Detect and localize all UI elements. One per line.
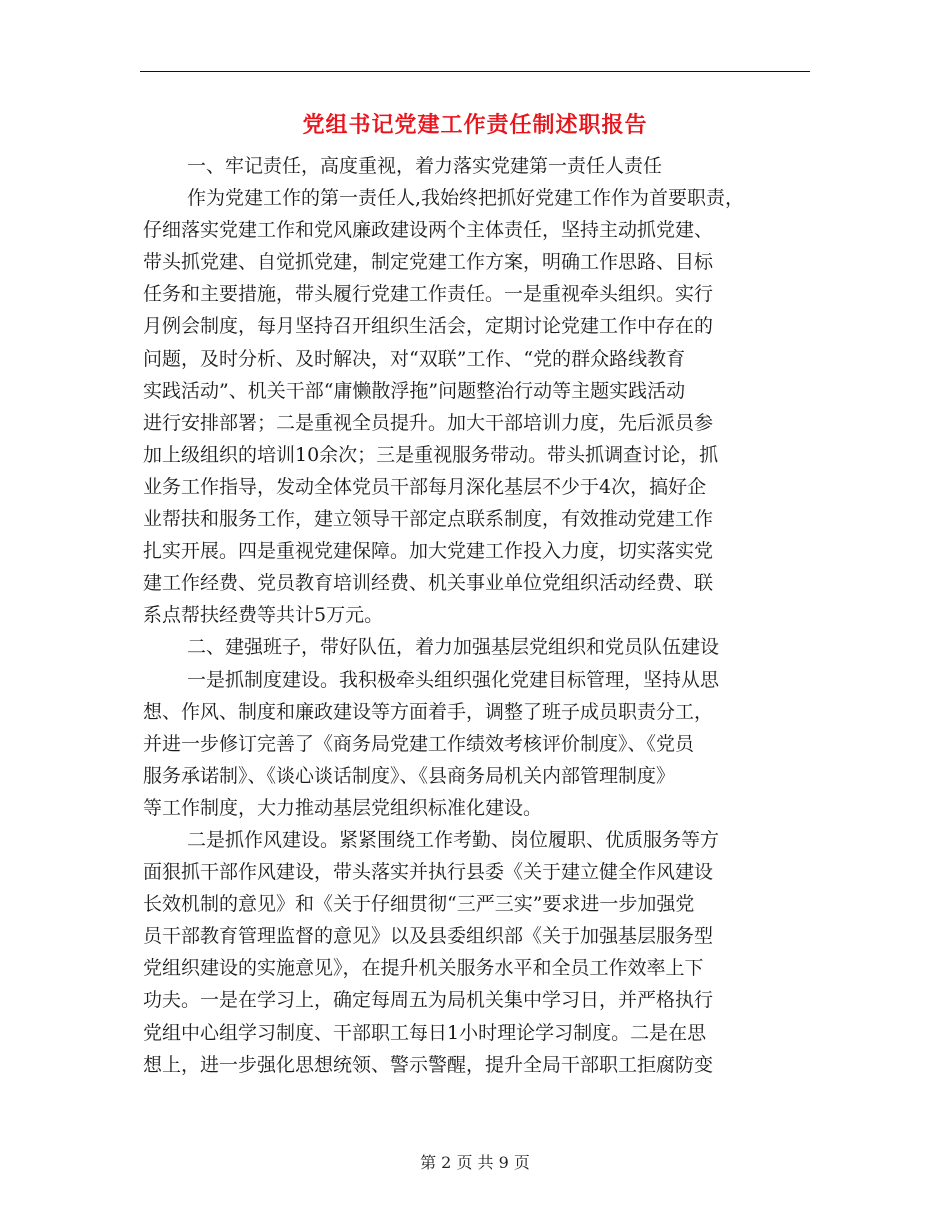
document-title: 党组书记党建工作责任制述职报告 [302,112,648,138]
paragraph-line: 业务工作指导，发动全体党员干部每月深化基层不少于4次，搞好企 [143,475,707,498]
paragraph-line: 月例会制度，每月坚持召开组织生活会，定期讨论党建工作中存在的 [143,315,714,338]
paragraph-line: 业帮扶和服务工作，建立领导干部定点联系制度，有效推动党建工作 [143,508,714,531]
paragraph-line: 党组中心组学习制度、干部职工每日1小时理论学习制度。二是在思 [143,1021,707,1044]
paragraph-line: 功夫。一是在学习上，确定每周五为局机关集中学习日，并严格执行 [143,989,714,1012]
paragraph-line: 仔细落实党建工作和党风廉政建设两个主体责任，坚持主动抓党建、 [143,219,714,242]
paragraph-line: 扎实开展。四是重视党建保障。加大党建工作投入力度，切实落实党 [143,540,714,563]
paragraph-line: 想上，进一步强化思想统领、警示警醒，提升全局干部职工拒腐防变 [143,1053,714,1076]
document-body [143,150,811,1081]
paragraph-line: 系点帮扶经费等共计5万元。 [143,604,384,627]
header-rule [140,71,810,72]
paragraph-line: 加上级组织的培训10余次；三是重视服务带动。带头抓调查讨论，抓 [143,443,719,466]
paragraph-line: 想、作风、制度和廉政建设等方面着手，调整了班子成员职责分工， [143,700,714,723]
paragraph-line: 党组织建设的实施意见》，在提升机关服务水平和全员工作效率上下 [143,957,704,980]
paragraph-line: 问题，及时分析、及时解决，对“双联”工作、“党的群众路线教育 [143,347,686,370]
paragraph-line: 长效机制的意见》和《关于仔细贯彻“三严三实”要求进一步加强党 [143,893,695,916]
paragraph-line: 作为党建工作的第一责任人,我始终把抓好党建工作作为首要职责， [187,187,745,210]
section-heading-1: 一、牢记责任，高度重视，着力落实党建第一责任人责任 [187,155,663,177]
paragraph-line: 任务和主要措施，带头履行党建工作责任。一是重视牵头组织。实行 [143,283,714,306]
section-heading-2: 二、建强班子，带好队伍，着力加强基层党组织和党员队伍建设 [187,636,720,659]
paragraph-line: 建工作经费、党员教育培训经费、机关事业单位党组织活动经费、联 [143,572,714,595]
paragraph-line: 并进一步修订完善了《商务局党建工作绩效考核评价制度》、《党员 [143,732,695,755]
paragraph-line: 二是抓作风建设。紧紧围绕工作考勤、岗位履职、优质服务等方 [187,828,720,851]
paragraph-line: 带头抓党建、自觉抓党建，制定党建工作方案，明确工作思路、目标 [143,251,714,274]
paragraph-line: 服务承诺制》、《谈心谈话制度》、《县商务局机关内部管理制度》 [143,764,676,787]
paragraph-line: 面狠抓干部作风建设，带头落实并执行县委《关于建立健全作风建设 [143,861,714,884]
paragraph-line: 进行安排部署；二是重视全员提升。加大干部培训力度，先后派员参 [143,411,714,434]
paragraph-line: 一是抓制度建设。我积极牵头组织强化党建目标管理，坚持从思 [187,668,720,691]
paragraph-line: 等工作制度，大力推动基层党组织标准化建设。 [143,796,543,819]
paragraph-line: 员干部教育管理监督的意见》以及县委组织部《关于加强基层服务型 [143,925,714,948]
paragraph-line: 实践活动”、机关干部“庸懒散浮拖”问题整治行动等主题实践活动 [143,379,686,402]
page-number-footer: 第 2 页 共 9 页 [420,1153,530,1172]
